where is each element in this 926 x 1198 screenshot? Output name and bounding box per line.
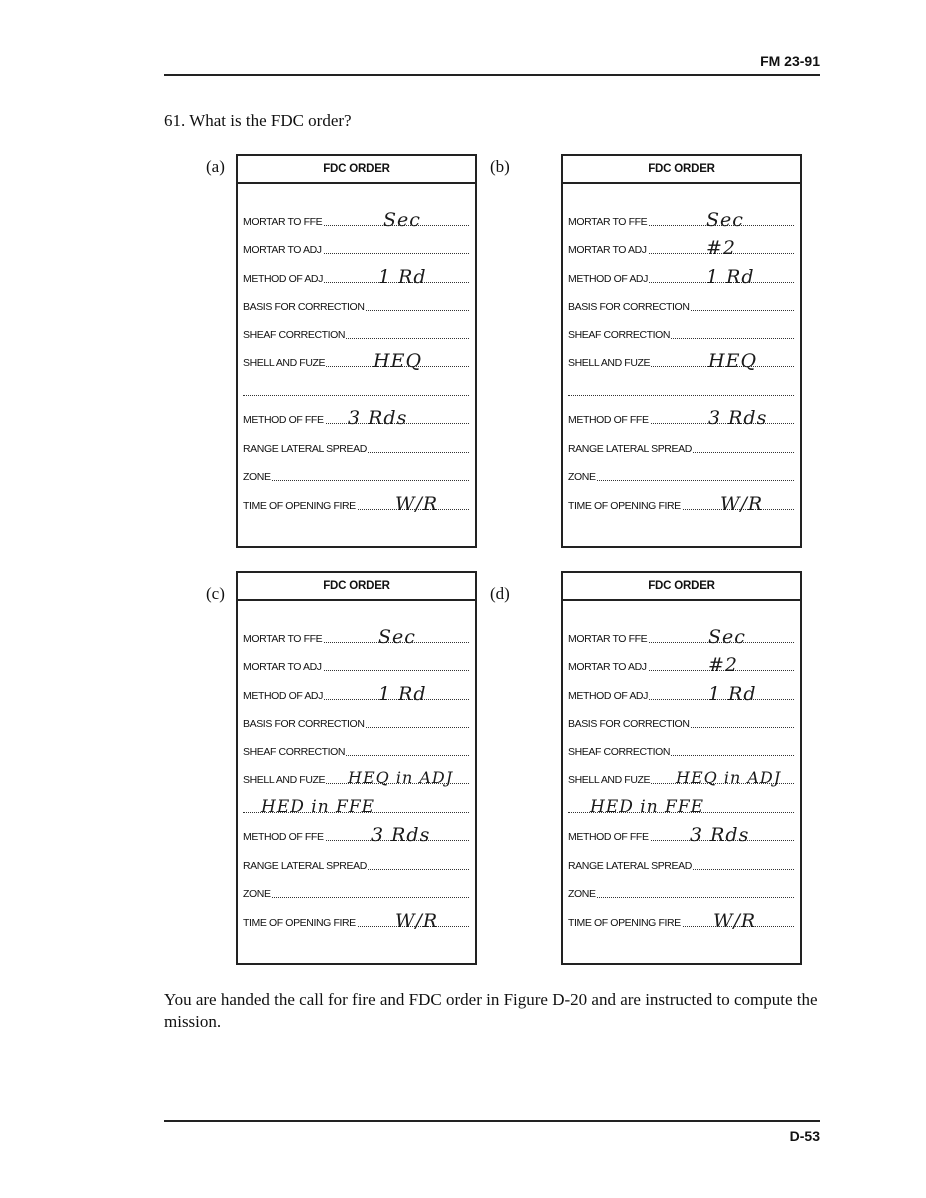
fdc-order-card-a bbox=[236, 154, 477, 548]
row-shell-continuation: HED in FFE bbox=[243, 799, 469, 815]
row-range-lateral-spread: RANGE LATERAL SPREAD bbox=[568, 856, 794, 872]
option-letter-c: (c) bbox=[206, 584, 225, 603]
row-time-of-opening-fire: TIME OF OPENING FIRE W/R bbox=[568, 496, 794, 512]
row-mortar-to-adj: MORTAR TO ADJ #2 bbox=[568, 657, 794, 673]
row-sheaf-correction: SHEAF CORRECTION bbox=[243, 325, 469, 341]
row-time-of-opening-fire: TIME OF OPENING FIRE W/R bbox=[243, 496, 469, 512]
fdc-order-card-c bbox=[236, 571, 477, 965]
row-method-of-adj: METHOD OF ADJ 1 Rd bbox=[568, 686, 794, 702]
row-shell-continuation bbox=[568, 382, 794, 398]
row-method-of-ffe: METHOD OF FFE 3 Rds bbox=[243, 827, 469, 843]
row-method-of-ffe: METHOD OF FFE 3 Rds bbox=[568, 410, 794, 426]
row-range-lateral-spread: RANGE LATERAL SPREAD bbox=[243, 856, 469, 872]
row-range-lateral-spread: RANGE LATERAL SPREAD bbox=[568, 439, 794, 455]
fdc-order-card-b bbox=[561, 154, 802, 548]
page-number: D-53 bbox=[789, 1128, 820, 1144]
row-time-of-opening-fire: TIME OF OPENING FIRE W/R bbox=[568, 913, 794, 929]
body-paragraph: You are handed the call for fire and FDC order in Figure D-20 and are instructed to compute the mission. bbox=[164, 990, 818, 1031]
card-title: FDC ORDER bbox=[238, 573, 475, 601]
row-method-of-adj: METHOD OF ADJ 1 Rd bbox=[568, 269, 794, 285]
row-mortar-to-ffe: MORTAR TO FFE Sec bbox=[243, 212, 469, 228]
row-zone: ZONE bbox=[243, 467, 469, 483]
row-shell-continuation: HED in FFE bbox=[568, 799, 794, 815]
row-mortar-to-ffe: MORTAR TO FFE Sec bbox=[568, 212, 794, 228]
row-method-of-ffe: METHOD OF FFE 3 Rds bbox=[243, 410, 469, 426]
row-zone: ZONE bbox=[243, 884, 469, 900]
fdc-order-card-d bbox=[561, 571, 802, 965]
row-sheaf-correction: SHEAF CORRECTION bbox=[568, 325, 794, 341]
row-shell-and-fuze: SHELL AND FUZE HEQ bbox=[568, 353, 794, 369]
row-basis-for-correction: BASIS FOR CORRECTION bbox=[568, 297, 794, 313]
row-shell-and-fuze: SHELL AND FUZE HEQ in ADJ bbox=[243, 770, 469, 786]
row-mortar-to-ffe: MORTAR TO FFE Sec bbox=[568, 629, 794, 645]
row-shell-and-fuze: SHELL AND FUZE HEQ in ADJ bbox=[568, 770, 794, 786]
row-method-of-ffe: METHOD OF FFE 3 Rds bbox=[568, 827, 794, 843]
row-mortar-to-adj: MORTAR TO ADJ #2 bbox=[568, 240, 794, 256]
row-mortar-to-adj: MORTAR TO ADJ bbox=[243, 657, 469, 673]
page-footer bbox=[164, 1120, 820, 1144]
row-basis-for-correction: BASIS FOR CORRECTION bbox=[243, 714, 469, 730]
question-61: 61. What is the FDC order? bbox=[164, 111, 352, 130]
row-shell-continuation bbox=[243, 382, 469, 398]
row-mortar-to-adj: MORTAR TO ADJ bbox=[243, 240, 469, 256]
row-sheaf-correction: SHEAF CORRECTION bbox=[568, 742, 794, 758]
row-shell-and-fuze: SHELL AND FUZE HEQ bbox=[243, 353, 469, 369]
row-method-of-adj: METHOD OF ADJ 1 Rd bbox=[243, 269, 469, 285]
row-range-lateral-spread: RANGE LATERAL SPREAD bbox=[243, 439, 469, 455]
row-method-of-adj: METHOD OF ADJ 1 Rd bbox=[243, 686, 469, 702]
card-title: FDC ORDER bbox=[238, 156, 475, 184]
option-letter-d: (d) bbox=[490, 584, 510, 603]
row-time-of-opening-fire: TIME OF OPENING FIRE W/R bbox=[243, 913, 469, 929]
row-sheaf-correction: SHEAF CORRECTION bbox=[243, 742, 469, 758]
row-zone: ZONE bbox=[568, 884, 794, 900]
row-basis-for-correction: BASIS FOR CORRECTION bbox=[243, 297, 469, 313]
row-mortar-to-ffe: MORTAR TO FFE Sec bbox=[243, 629, 469, 645]
manual-code: FM 23-91 bbox=[760, 53, 820, 69]
option-letter-b: (b) bbox=[490, 157, 510, 176]
running-header bbox=[164, 53, 820, 76]
card-title: FDC ORDER bbox=[563, 156, 800, 184]
option-letter-a: (a) bbox=[206, 157, 225, 176]
row-zone: ZONE bbox=[568, 467, 794, 483]
row-basis-for-correction: BASIS FOR CORRECTION bbox=[568, 714, 794, 730]
card-title: FDC ORDER bbox=[563, 573, 800, 601]
